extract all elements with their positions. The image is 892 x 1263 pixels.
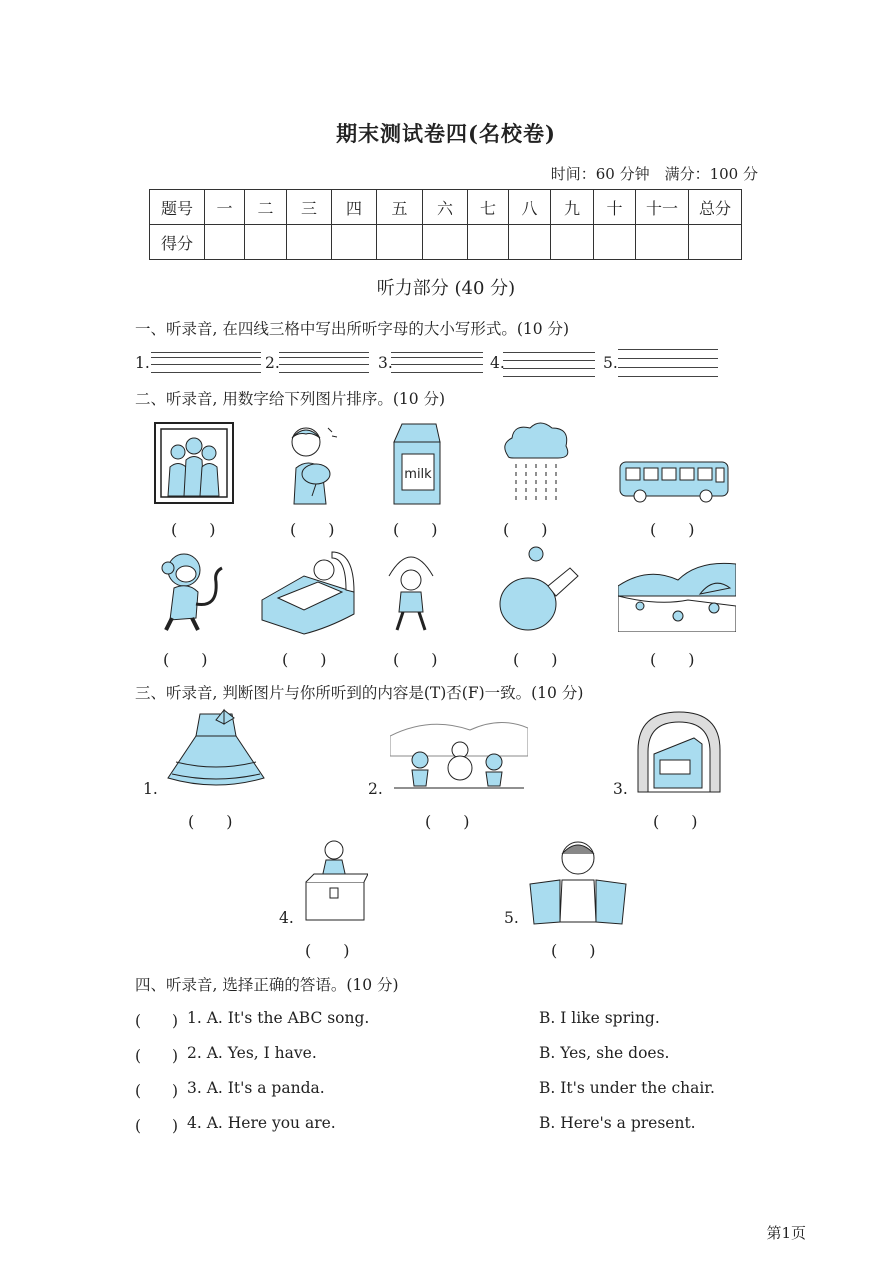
four-line-grid[interactable] [618, 349, 718, 373]
q4-option-a: 3. A. It's a panda. [187, 1079, 325, 1097]
answer-blank[interactable]: ( ) [650, 520, 695, 539]
q3-number: 3. [613, 780, 628, 798]
table-cell: 九 [551, 190, 594, 225]
answer-blank[interactable]: ( ) [503, 520, 548, 539]
table-cell: 八 [509, 190, 551, 225]
q1-number: 4. [490, 354, 505, 372]
q4-answer-paren[interactable]: ( ) [135, 1082, 179, 1100]
q1-number: 1. [135, 354, 150, 372]
table-cell: 六 [423, 190, 468, 225]
four-line-grid[interactable] [279, 352, 369, 376]
table-cell: 三 [287, 190, 332, 225]
table-cell: 五 [377, 190, 423, 225]
q1-heading: 一、听录音, 在四线三格中写出所听字母的大小写形式。(10 分) [135, 320, 570, 338]
q4-option-a: 2. A. Yes, I have. [187, 1044, 317, 1062]
score-input-cell[interactable] [551, 225, 594, 260]
table-cell: 四 [332, 190, 377, 225]
table-cell: 总分 [689, 190, 742, 225]
answer-blank[interactable]: ( ) [305, 941, 350, 960]
score-input-cell[interactable] [245, 225, 287, 260]
time-info: 时间：60 分钟 满分：100 分 [550, 165, 758, 183]
q4-option-b: B. I like spring. [539, 1009, 660, 1027]
answer-blank[interactable]: ( ) [653, 812, 698, 831]
score-table [149, 189, 742, 260]
score-input-cell[interactable] [594, 225, 636, 260]
score-table-score-row [150, 225, 742, 260]
answer-blank[interactable]: ( ) [171, 520, 216, 539]
family-photo-icon [154, 422, 234, 504]
q4-option-a: 1. A. It's the ABC song. [187, 1009, 370, 1027]
score-input-cell[interactable] [468, 225, 509, 260]
answer-blank[interactable]: ( ) [282, 650, 327, 669]
q4-answer-paren[interactable]: ( ) [135, 1012, 179, 1030]
boy-in-bed-icon [258, 548, 358, 638]
rain-cloud-icon [500, 418, 572, 502]
q3-number: 1. [143, 780, 158, 798]
answer-blank[interactable]: ( ) [650, 650, 695, 669]
q3-number: 5. [504, 909, 519, 927]
q4-heading: 四、听录音, 选择正确的答语。(10 分) [135, 976, 399, 994]
girl-with-coat-icon [526, 836, 630, 926]
score-input-cell[interactable] [689, 225, 742, 260]
girl-jumping-rope-icon [383, 546, 439, 634]
page-number: 第1页 [766, 1224, 806, 1242]
answer-blank[interactable]: ( ) [188, 812, 233, 831]
q3-heading: 三、听录音, 判断图片与你所听到的内容是(T)否(F)一致。(10 分) [135, 684, 584, 702]
score-input-cell[interactable] [509, 225, 551, 260]
q3-number: 4. [279, 909, 294, 927]
score-input-cell[interactable] [636, 225, 689, 260]
table-cell: 七 [468, 190, 509, 225]
score-input-cell[interactable] [287, 225, 332, 260]
score-input-cell[interactable] [377, 225, 423, 260]
four-line-grid[interactable] [503, 352, 595, 376]
table-cell: 一 [205, 190, 245, 225]
page-title: 期末测试卷四(名校卷) [336, 121, 556, 146]
score-input-cell[interactable] [423, 225, 468, 260]
q1-number: 5. [603, 354, 618, 372]
table-cell: 十 [594, 190, 636, 225]
q4-option-a: 4. A. Here you are. [187, 1114, 336, 1132]
answer-blank[interactable]: ( ) [290, 520, 335, 539]
q1-number: 2. [265, 354, 280, 372]
monkey-icon [158, 548, 230, 632]
boy-with-fan-icon [278, 420, 348, 506]
answer-blank[interactable]: ( ) [393, 650, 438, 669]
answer-blank[interactable]: ( ) [163, 650, 208, 669]
snow-scene-icon [390, 716, 528, 790]
girl-on-box-icon [302, 838, 368, 922]
bus-in-tunnel-icon [636, 710, 722, 794]
bus-icon [618, 460, 732, 504]
q4-option-b: B. Here's a present. [539, 1114, 696, 1132]
dress-icon [164, 708, 268, 790]
table-cell: 二 [245, 190, 287, 225]
answer-blank[interactable]: ( ) [513, 650, 558, 669]
milk-label: milk [404, 467, 432, 482]
table-cell: 十一 [636, 190, 689, 225]
q2-heading: 二、听录音, 用数字给下列图片排序。(10 分) [135, 390, 446, 408]
score-input-cell[interactable] [205, 225, 245, 260]
milk-carton-icon [388, 420, 446, 506]
q4-option-b: B. It's under the chair. [539, 1079, 715, 1097]
beach-scene-icon [618, 556, 736, 632]
score-table-header-row [150, 190, 742, 225]
four-line-grid[interactable] [151, 352, 261, 376]
q1-number: 3. [378, 354, 393, 372]
q4-answer-paren[interactable]: ( ) [135, 1117, 179, 1135]
table-cell: 得分 [150, 225, 205, 260]
score-input-cell[interactable] [332, 225, 377, 260]
ping-pong-paddle-icon [498, 546, 580, 634]
answer-blank[interactable]: ( ) [393, 520, 438, 539]
q4-option-b: B. Yes, she does. [539, 1044, 670, 1062]
q3-number: 2. [368, 780, 383, 798]
answer-blank[interactable]: ( ) [551, 941, 596, 960]
table-cell: 题号 [150, 190, 205, 225]
section-title: 听力部分 (40 分) [376, 278, 516, 299]
four-line-grid[interactable] [391, 352, 483, 376]
q4-answer-paren[interactable]: ( ) [135, 1047, 179, 1065]
answer-blank[interactable]: ( ) [425, 812, 470, 831]
